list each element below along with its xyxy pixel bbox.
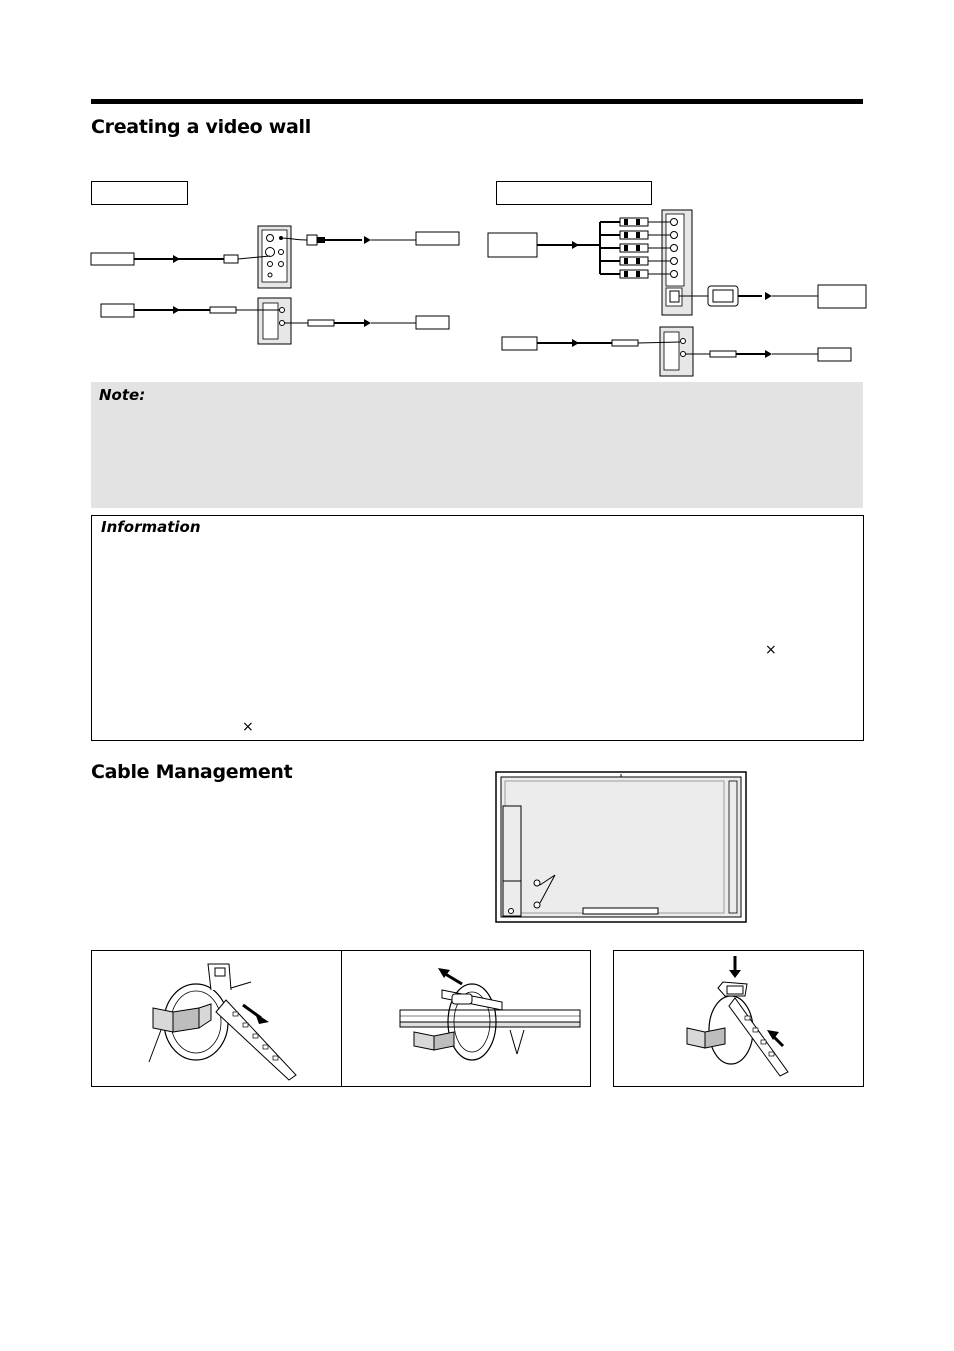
monitor-rear-illustration [495, 771, 747, 923]
cable-tie-step-3-illustration [613, 950, 863, 1086]
multiplication-sign: × [242, 719, 254, 735]
connection-diagram-right [0, 0, 954, 400]
note-title: Note: [99, 386, 146, 404]
cable-tie-step-2-illustration [342, 950, 590, 1086]
information-title: Information [101, 518, 201, 536]
information-box [91, 515, 864, 741]
cable-tie-step-1-illustration [91, 950, 341, 1086]
note-panel [91, 382, 863, 508]
multiplication-sign: × [765, 642, 777, 658]
heading-cable-management: Cable Management [91, 761, 293, 783]
heading-creating-video-wall: Creating a video wall [91, 116, 311, 138]
